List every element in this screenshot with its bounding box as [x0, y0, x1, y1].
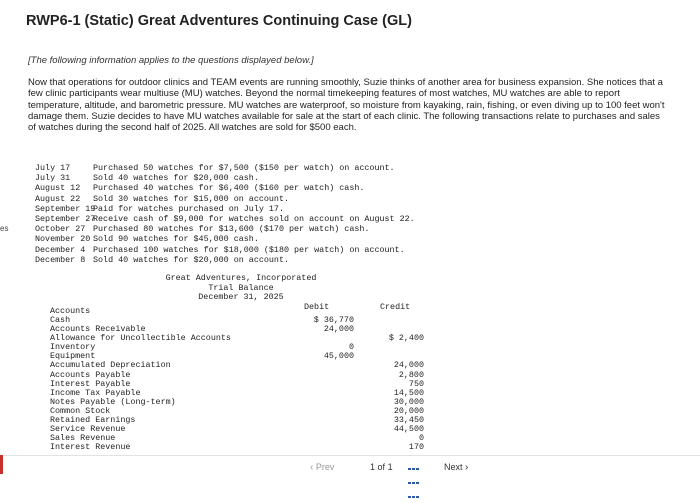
transaction-date: December 8: [35, 254, 86, 265]
intro-note: [The following information applies to the questions displayed below.]: [28, 55, 314, 66]
account-name: Interest Payable: [50, 378, 131, 389]
credit-value: 2,800: [398, 369, 424, 380]
account-name: Interest Revenue: [50, 442, 131, 453]
credit-value: 0: [418, 433, 424, 444]
credit-value: 750: [408, 378, 424, 389]
credit-value: 44,500: [393, 424, 424, 435]
transaction-date: August 22: [35, 193, 81, 204]
col-accounts: Accounts: [50, 306, 91, 316]
credit-value: 170: [408, 442, 424, 453]
transaction-desc: Purchased 50 watches for $7,500 ($150 per watch) on account.: [93, 163, 395, 173]
prev-label: Prev: [315, 462, 335, 472]
account-name: Accumulated Depreciation: [50, 360, 171, 371]
chevron-right-icon: ›: [465, 462, 469, 473]
table-header: [48, 302, 428, 316]
credit-value: $ 2,400: [388, 333, 424, 344]
edge-marker: [0, 455, 3, 474]
page-current: 1: [370, 462, 376, 472]
credit-value: 14,500: [393, 387, 424, 398]
transaction-desc: Purchased 40 watches for $6,400 ($160 per watch) cash.: [93, 183, 365, 194]
company-name: Great Adventures, Incorporated: [165, 273, 317, 283]
account-name: Common Stock: [50, 405, 111, 416]
next-button[interactable]: [444, 460, 468, 474]
transaction-date: September 19: [35, 203, 96, 214]
account-name: Equipment: [50, 351, 96, 362]
transaction-desc: Purchased 80 watches for $13,600 ($170 per watch) cash.: [93, 224, 370, 235]
account-name: Accounts Payable: [50, 369, 131, 380]
col-credit: Credit: [380, 302, 411, 312]
page-total: 1: [387, 462, 393, 472]
credit-value: 33,450: [393, 415, 424, 426]
footer-divider: [0, 455, 700, 456]
table-row: [48, 343, 428, 352]
transaction-desc: Sold 30 watches for $15,000 on account.: [93, 193, 290, 204]
transaction-date: July 31: [35, 173, 71, 184]
account-name: Allowance for Uncollectible Accounts: [50, 333, 231, 344]
transaction-date: August 12: [35, 183, 81, 194]
next-label: Next: [444, 462, 463, 472]
trial-balance-heading: [155, 274, 327, 303]
trial-balance-table: [48, 302, 428, 452]
debit-value: 45,000: [323, 351, 354, 362]
debit-value: $ 36,770: [313, 315, 354, 325]
credit-value: 20,000: [393, 405, 424, 416]
statement-date: December 31, 2025: [198, 292, 284, 303]
transaction-desc: Receive cash of $9,000 for watches sold on account on August 22.: [93, 213, 415, 224]
page-of: of: [377, 462, 386, 472]
transaction-desc: Purchased 100 watches for $18,000 ($180 per watch) on account.: [93, 244, 405, 255]
edge-label: es: [0, 224, 9, 233]
debit-value: 24,000: [323, 324, 354, 335]
case-paragraph: Now that operations for outdoor clinics and TEAM events are running smoothly, Suzie thinks of another area for business expansion. She notices that a few clinic participants wear multiuse (MU) watches. Beyond the normal timekeeping features of most watches, MU watches are able to report temperature, altitude, and barometric pressure. MU watches are waterproof, so moisture from kayaking, rain, fishing, or even diving up to 100 feet won't damage them. Suzie decides to have MU watches available for sale at the start of each clinic. The following transactions relate to purchases and sales of watches during the second half of 2025. All watches are sold for $500 each.: [28, 77, 665, 134]
prev-button[interactable]: [310, 460, 334, 474]
account-name: Sales Revenue: [50, 433, 116, 444]
credit-value: 24,000: [393, 360, 424, 371]
page-title: RWP6-1 (Static) Great Adventures Continuing Case (GL): [26, 13, 412, 29]
account-name: Notes Payable (Long-term): [50, 396, 176, 407]
credit-value: 30,000: [393, 396, 424, 407]
transaction-date: November 20: [35, 234, 91, 245]
account-name: Service Revenue: [50, 424, 126, 435]
transaction-desc: Paid for watches purchased on July 17.: [93, 203, 284, 214]
account-name: Inventory: [50, 342, 96, 353]
debit-value: 0: [348, 342, 354, 353]
page-indicator: [370, 460, 393, 474]
table-row: [48, 443, 428, 452]
account-name: Cash: [50, 315, 71, 325]
transaction-date: September 27: [35, 213, 96, 224]
account-name: Accounts Receivable: [50, 324, 146, 335]
account-name: Income Tax Payable: [50, 387, 141, 398]
table-row: [48, 334, 428, 343]
grid-icon[interactable]: [408, 461, 420, 471]
account-name: Retained Earnings: [50, 415, 136, 426]
transaction-desc: Sold 40 watches for $20,000 on account.: [93, 254, 290, 265]
transaction-date: December 4: [35, 244, 86, 255]
transaction-date: October 27: [35, 224, 86, 235]
statement-name: Trial Balance: [208, 282, 274, 293]
transaction-desc: Sold 90 watches for $45,000 cash.: [93, 234, 259, 245]
col-debit: Debit: [304, 302, 330, 312]
chevron-left-icon: ‹: [310, 462, 314, 473]
transaction-desc: Sold 40 watches for $20,000 cash.: [93, 173, 259, 184]
transaction-date: July 17: [35, 163, 71, 173]
